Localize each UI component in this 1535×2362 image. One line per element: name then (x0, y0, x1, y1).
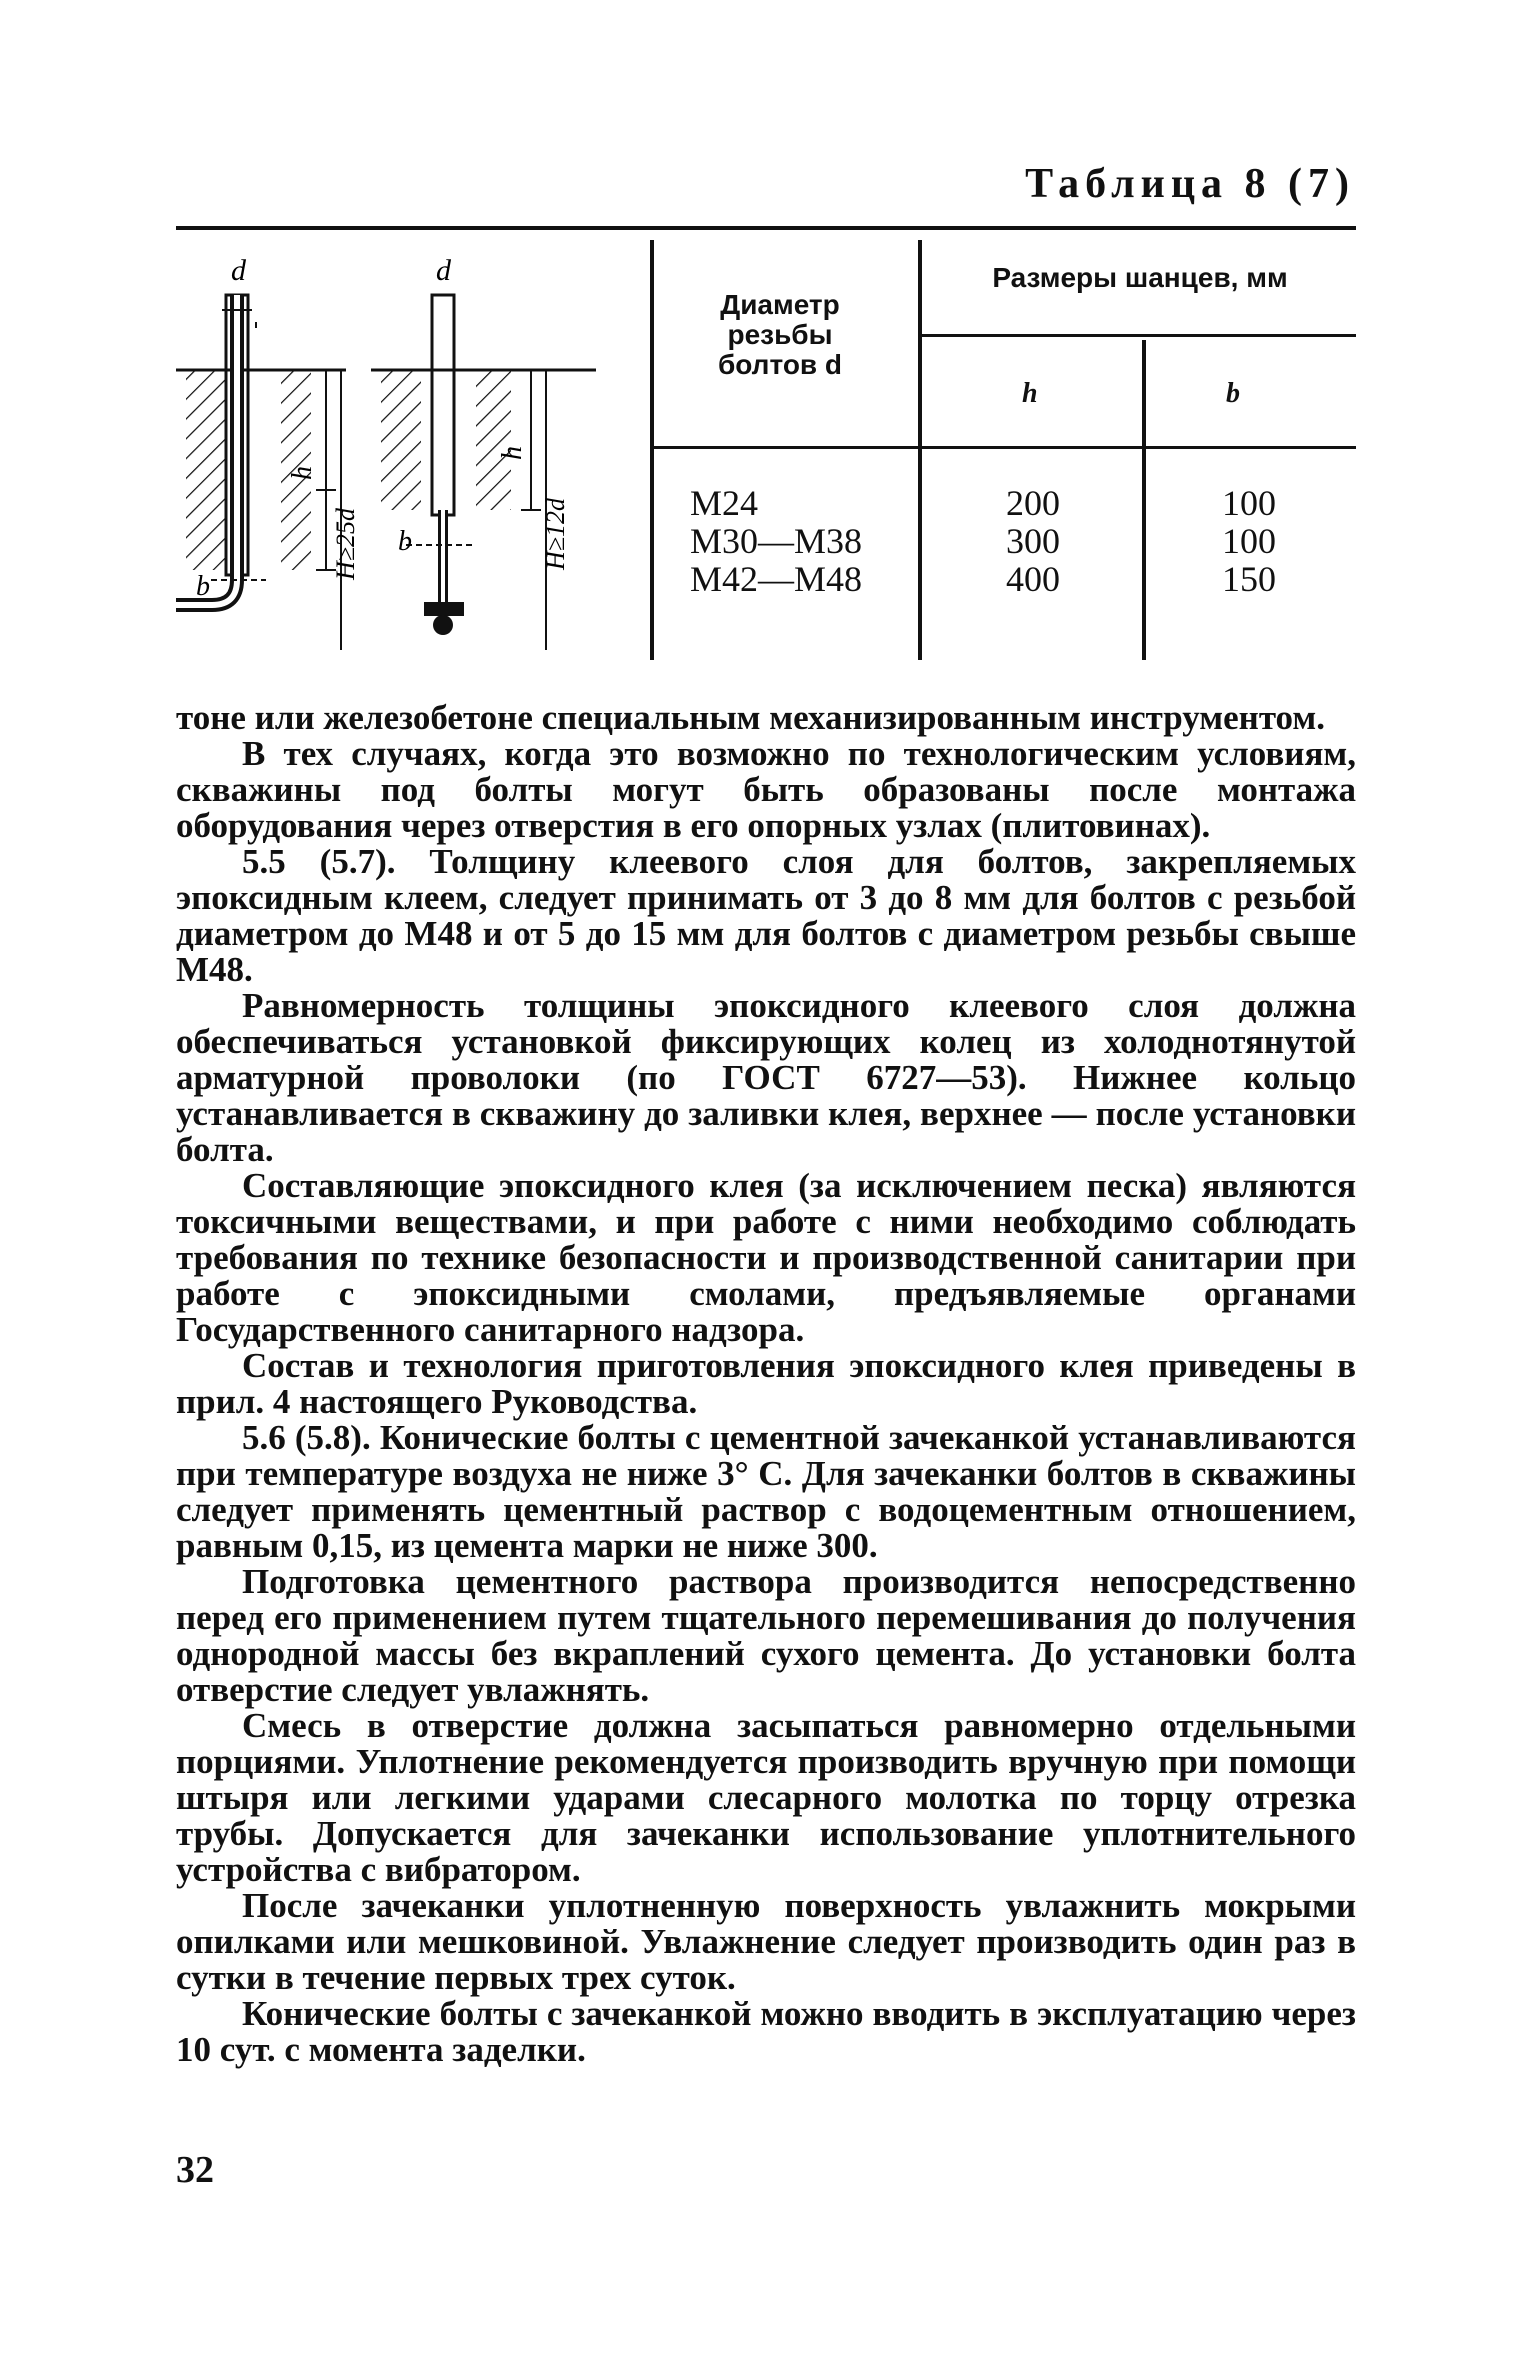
paragraph: Состав и технология приготовления эпоксидного клея приведены в прил. 4 настоящего Руководства. (176, 1346, 1356, 1421)
table-divider-left (650, 240, 654, 660)
table-top-rule (176, 226, 1356, 230)
label-b-left: b (196, 571, 210, 602)
table-cell: 150 (1222, 559, 1276, 599)
label-h-right: h (497, 446, 528, 460)
table-divider-mid (918, 240, 922, 660)
header-h: h (1022, 378, 1038, 409)
header-b: b (1226, 378, 1240, 409)
table-cell: 400 (1006, 559, 1060, 599)
table-header-rule (652, 446, 1356, 449)
table-cell: 300 (1006, 521, 1060, 561)
paragraph: После зачеканки уплотненную поверхность увлажнить мокрыми опилками или мешковиной. Увлажнение следует производить один раз в сутки в течение первых трех суток. (176, 1886, 1356, 1997)
table-cell: M42—M48 (690, 559, 863, 599)
paragraph: 5.5 (5.7). Толщину клеевого слоя для болтов, закрепляемых эпоксидным клеем, следует принимать от 3 до 8 мм для болтов с резьбой диаметром до M48 и от 5 до 15 мм для болтов с диаметром резьбы свыше M48. (176, 842, 1356, 989)
table-cell: 200 (1006, 483, 1060, 523)
paragraph: Составляющие эпоксидного клея (за исключением песка) являются токсичными веществами, и при работе с ними необходимо соблюдать требования по технике безопасности и производственной санитарии при работе с эпоксидными смолами, предъявляемые органами Государственного санитарного надзора. (176, 1166, 1356, 1349)
bolt-diagram (176, 250, 656, 670)
straight-bolt-figure (371, 295, 596, 650)
label-d-right: d (436, 254, 451, 287)
column-h (968, 484, 1098, 598)
body-text (176, 700, 1356, 2068)
table-cell: 100 (1222, 521, 1276, 561)
paragraph: Равномерность толщины эпоксидного клеевого слоя должна обеспечиваться установкой фиксирующих колец из холоднотянутой арматурной проволоки (по ГОСТ 6727—53). Нижнее кольцо устанавливается в скважину до заливки клея, верхнее — после установки болта. (176, 986, 1356, 1169)
label-H-right: H≥12d (541, 497, 570, 570)
paragraph: Конические болты с зачеканкой можно вводить в эксплуатацию через 10 сут. с момента заделки. (176, 1994, 1356, 2069)
page-number: 32 (176, 2149, 214, 2191)
paragraph: Подготовка цементного раствора производится непосредственно перед его применением путем тщательного перемешивания до получения однородной массы без вкраплений сухого цемента. До установки болта отверстие следует увлажнять. (176, 1562, 1356, 1709)
column-thread (690, 484, 862, 598)
paragraph: В тех случаях, когда это возможно по технологическим условиям, скважины под болты могут быть образованы после монтажа оборудования через отверстия в его опорных узлах (плитовинах). (176, 734, 1356, 845)
table-cell: M30—M38 (690, 521, 863, 561)
header-sizes: Размеры шанцев, мм (992, 262, 1288, 293)
paragraph: 5.6 (5.8). Конические болты с цементной зачеканкой устанавливаются при температуре воздуха не ниже 3° С. Для зачеканки болтов в скважины следует применять цементный раствор с водоцементным отношением, равным 0,15, из цемента марки не ниже 300. (176, 1418, 1356, 1565)
column-b (1194, 484, 1304, 598)
header-diameter: Диаметр резьбы болтов d (717, 289, 843, 380)
table-cell: 100 (1222, 483, 1276, 523)
paragraph: Смесь в отверстие должна засыпаться равномерно отдельными порциями. Уплотнение рекомендуется производить вручную при помощи штыря или легкими ударами слесарного молотка по торцу отрезка трубы. Допускается для зачеканки использование уплотнительного устройства с вибратором. (176, 1706, 1356, 1889)
label-H-left: H≥25d (331, 507, 360, 580)
label-h-left: h (287, 466, 318, 480)
table-caption: Таблица 8 (7) (1025, 161, 1355, 207)
table-divider-right (1142, 340, 1146, 660)
paragraph: тоне или железобетоне специальным механизированным инструментом. (176, 698, 1325, 737)
table-subheader-rule (920, 334, 1356, 337)
table-cell: M24 (690, 483, 759, 523)
label-d-left: d (231, 254, 246, 287)
label-b-right: b (398, 526, 412, 557)
